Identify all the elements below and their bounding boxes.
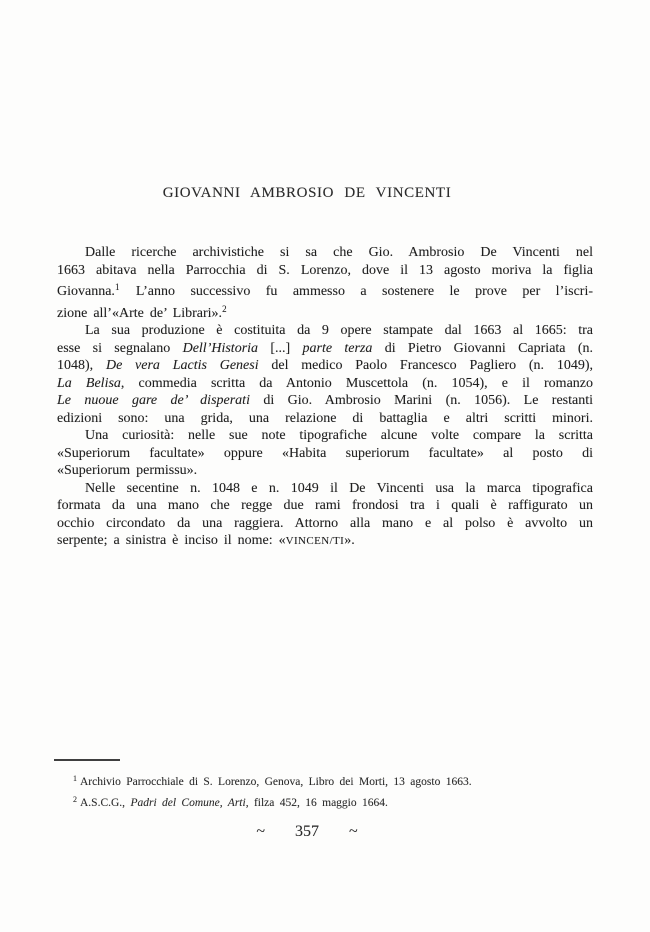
paragraph [57, 322, 593, 427]
text-segment: 1048), [57, 358, 106, 373]
footnote-marker: 1 [73, 774, 77, 783]
text-line [57, 532, 593, 551]
text-line [57, 462, 593, 480]
text-segment: ». [344, 533, 355, 548]
text-line [57, 357, 593, 375]
text-segment: , filza 452, 16 maggio 1664. [245, 797, 388, 809]
text-segment: del medico Paolo Francesco Pagliero (n. 1049), [258, 358, 593, 373]
paragraph [57, 427, 593, 480]
text-segment: zione all’«Arte de’ Librari». [57, 305, 223, 321]
text-line [57, 375, 593, 393]
text-line [57, 279, 593, 301]
text-segment: La sua produzione è costituita da 9 opere stampate dal 1663 al 1665: tra [85, 323, 593, 338]
text-segment: De vera Lactis Genesi [105, 358, 259, 373]
footnote-reference: 1 [114, 282, 120, 292]
text-line [57, 410, 593, 428]
text-line [57, 480, 593, 498]
text-line [57, 515, 593, 533]
text-segment: , commedia scritta da Antonio Muscettola (n. 1054), e il romanzo [120, 375, 593, 391]
footnote-item [73, 770, 578, 791]
text-segment: 1663 abitava nella Parrocchia di S. Lorenzo, dove il 13 agosto moriva la figlia [57, 262, 593, 278]
text-segment: occhio circondato da una raggiera. Attorno alla mano e al polso è avvolto un [57, 515, 593, 531]
footnote-reference: 2 [222, 303, 227, 314]
page-title: GIOVANNI AMBROSIO DE VINCENTI [162, 185, 452, 201]
text-line [57, 445, 593, 463]
text-segment: «Superiorum facultate» oppure «Habita superiorum facultate» al posto di [57, 445, 593, 461]
text-line [57, 497, 593, 515]
text-line [57, 427, 593, 445]
text-segment: di Gio. Ambrosio Marini (n. 1056). Le restanti [249, 393, 593, 408]
text-segment: A.S.C.G., [80, 797, 131, 809]
text-line [57, 244, 593, 262]
footnote-item [73, 791, 578, 812]
body-text [57, 244, 593, 551]
text-line [57, 340, 593, 358]
text-segment: formata da una mano che regge due rami frondosi tra i quali è raffigurato un [57, 498, 593, 513]
text-segment: Giovanna. [57, 284, 115, 299]
text-segment: esse si segnalano [57, 340, 183, 356]
text-segment: Nelle secentine n. 1048 e n. 1049 il De Vincenti usa la marca tipografica [85, 480, 593, 496]
footnote-divider [54, 759, 120, 761]
text-segment: [...] [258, 340, 303, 356]
text-segment: L’anno successivo fu ammesso a sostenere le prove per l’iscri- [120, 284, 593, 299]
text-line [57, 301, 593, 323]
paragraph [57, 480, 593, 551]
text-segment: serpente; a sinistra è inciso il nome: « [57, 533, 286, 548]
footnote-marker: 2 [73, 795, 77, 804]
text-line [57, 322, 593, 340]
text-segment: «Superiorum permissu». [57, 463, 198, 478]
text-segment: Dalle ricerche archivistiche si sa che Gio. Ambrosio De Vincenti nel [85, 245, 593, 260]
text-line [57, 262, 593, 280]
text-segment: parte terza [302, 340, 373, 356]
paragraph [57, 244, 593, 322]
text-segment: Archivio Parrocchiale di S. Lorenzo, Genova, Libro dei Morti, 13 agosto 1663. [80, 776, 472, 788]
text-segment: Dell’Historia [182, 340, 259, 356]
text-segment: Le nuoue gare de’ disperati [57, 393, 250, 408]
text-segment: VINCEN/TI [285, 535, 345, 547]
text-segment: di Pietro Giovanni Capriata (n. [372, 340, 593, 356]
text-segment: edizioni sono: una grida, una relazione di battaglia e altri scritti minori. [57, 410, 593, 426]
footnotes-section [73, 770, 578, 812]
page-number: ~ 357 ~ [256, 823, 358, 840]
text-segment: Una curiosità: nelle sue note tipografiche alcune volte compare la scritta [85, 428, 593, 443]
text-segment: La Belisa [57, 375, 121, 391]
text-line [57, 392, 593, 410]
text-segment: Padri del Comune, Arti [130, 797, 246, 809]
